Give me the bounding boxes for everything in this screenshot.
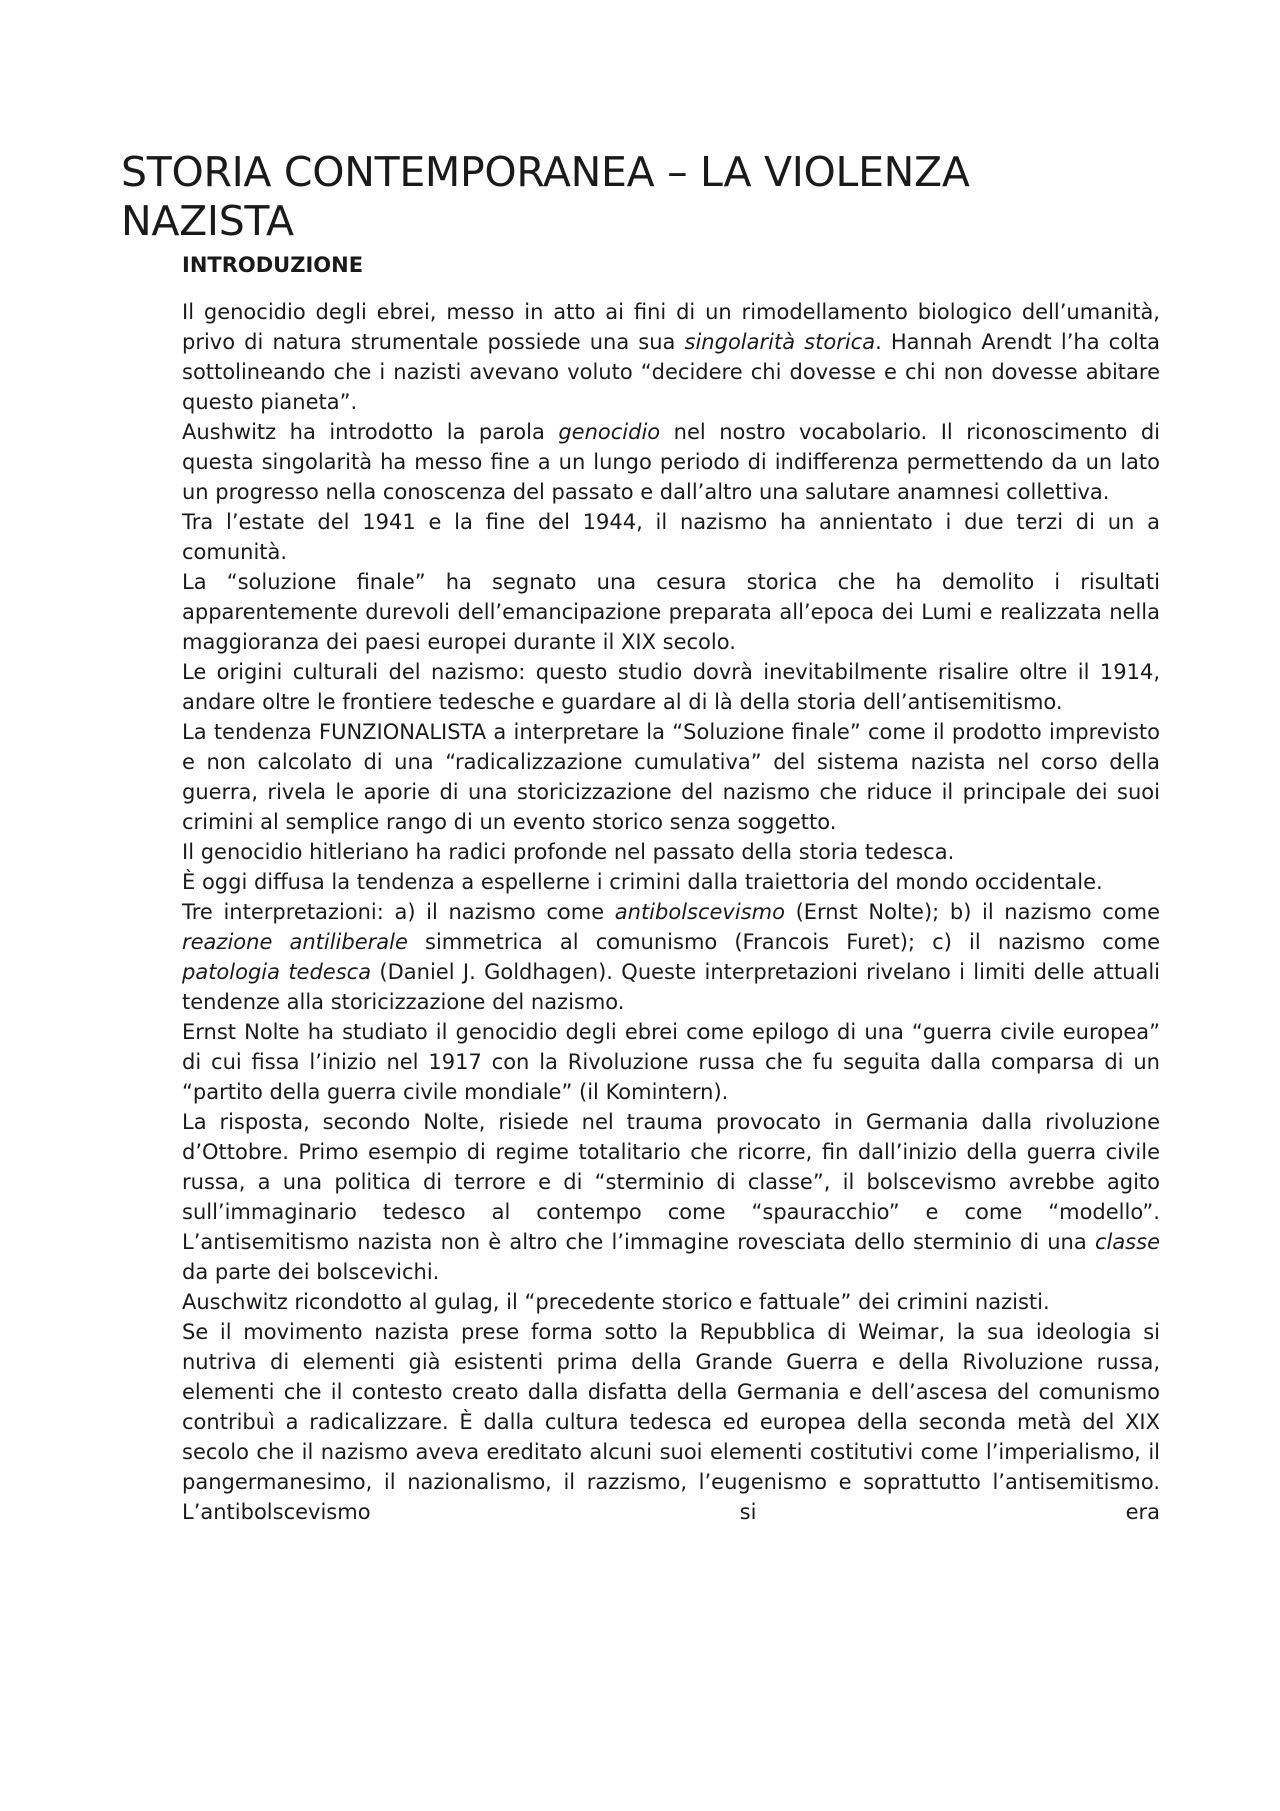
paragraph [182,297,1160,417]
italic-text: patologia tedesca [182,960,372,984]
paragraph [182,417,1160,507]
text-run: Tra l’estate del 1941 e la fine del 1944, il nazismo ha annientato i due terzi di un a comunità. [182,510,1160,564]
text-run: Se il movimento nazista prese forma sotto la Repubblica di Weimar, la sua ideologia si nutriva di elementi già esistenti prima della Grande Guerra e della Rivoluzione russa, elementi che il contesto creato dalla disfatta della Germania e dell’ascesa del comunismo contribuì a radicalizzare. È dalla cultura tedesca ed europea della seconda metà del XIX secolo che il nazismo aveva ereditato alcuni suoi elementi costitutivi come l’imperialismo, il pangermanesimo, il nazionalismo, il razzismo, l’eugenismo e soprattutto l’antisemitismo. L’antibolscevismo si era [182,1320,1160,1524]
text-run: Il genocidio degli ebrei, messo in atto ai fini di un rimodellamento biologico dell’umanità, privo di natura strumentale possiede una sua [182,300,1160,354]
paragraph [182,1317,1160,1527]
paragraph [182,717,1160,837]
paragraph [182,897,1160,1017]
paragraph [182,867,1160,897]
text-run: (Daniel J. Goldhagen). Queste interpretazioni rivelano i limiti delle attuali tendenze alla storicizzazione del nazismo. [182,960,1160,1014]
text-run: La “soluzione finale” ha segnato una cesura storica che ha demolito i risultati apparentemente durevoli dell’emancipazione preparata all’epoca dei Lumi e realizzata nella maggioranza dei paesi europei durante il XIX secolo. [182,570,1160,654]
text-run: (Ernst Nolte); b) il nazismo come [784,900,1160,924]
italic-text: genocidio [558,420,661,444]
text-run: Ernst Nolte ha studiato il genocidio degli ebrei come epilogo di una “guerra civile europea” di cui fissa l’inizio nel 1917 con la Rivoluzione russa che fu seguita dalla comparsa di un “partito della guerra civile mondiale” (il Komintern). [182,1020,1160,1104]
italic-text: singolarità storica [684,330,876,354]
italic-text: antibolscevismo [614,900,785,924]
text-run: La risposta, secondo Nolte, risiede nel trauma provocato in Germania dalla rivoluzione d’Ottobre. Primo esempio di regime totalitario che ricorre, fin dall’inizio della guerra civile russa, a una politica di terrore e di “sterminio di classe”, il bolscevismo avrebbe agito sull’immaginario tedesco al contempo come “spauracchio” e come “modello”. L’antisemitismo nazista non è altro che l’immagine rovesciata dello sterminio di una [182,1110,1160,1254]
page-title: STORIA CONTEMPORANEA – LA VIOLENZA NAZISTA [121,148,970,245]
text-run: Tre interpretazioni: a) il nazismo come [182,900,615,924]
text-run: da parte dei bolscevichi. [182,1260,440,1284]
italic-text: classe [1094,1230,1160,1254]
text-run: nel nostro vocabolario. Il riconoscimento di questa singolarità ha messo fine a un lungo periodo di indifferenza permettendo da un lato un progresso nella conoscenza del passato e dall’altro una salutare anamnesi collettiva. [182,420,1161,504]
paragraph [182,567,1160,657]
text-run: . Hannah Arendt l’ha colta sottolineando che i nazisti avevano voluto “decidere chi dovesse e chi non dovesse abitare questo pianeta”. [182,330,1160,414]
text-run: Il genocidio hitleriano ha radici profonde nel passato della storia tedesca. [182,840,955,864]
text-run: È oggi diffusa la tendenza a espellerne i crimini dalla traiettoria del mondo occidentale. [182,870,1103,894]
paragraph [182,1107,1160,1287]
italic-text: reazione antiliberale [182,930,408,954]
text-run: Auschwitz ricondotto al gulag, il “precedente storico e fattuale” dei crimini nazisti. [182,1290,1050,1314]
text-run: La tendenza FUNZIONALISTA a interpretare la “Soluzione finale” come il prodotto imprevisto e non calcolato di una “radicalizzazione cumulativa” del sistema nazista nel corso della guerra, rivela le aporie di una storicizzazione del nazismo che riduce il principale dei suoi crimini al semplice rango di un evento storico senza soggetto. [182,720,1160,834]
paragraph [182,507,1160,567]
document-body [182,297,1160,1527]
paragraph [182,837,1160,867]
paragraph [182,1017,1160,1107]
text-run: simmetrica al comunismo (Francois Furet); c) il nazismo come [407,930,1160,954]
text-run: Le origini culturali del nazismo: questo studio dovrà inevitabilmente risalire oltre il 1914, andare oltre le frontiere tedesche e guardare al di là della storia dell’antisemitismo. [182,660,1160,714]
paragraph [182,1287,1160,1317]
paragraph [182,657,1160,717]
text-run: Aushwitz ha introdotto la parola [182,420,559,444]
section-heading: INTRODUZIONE [182,253,364,277]
